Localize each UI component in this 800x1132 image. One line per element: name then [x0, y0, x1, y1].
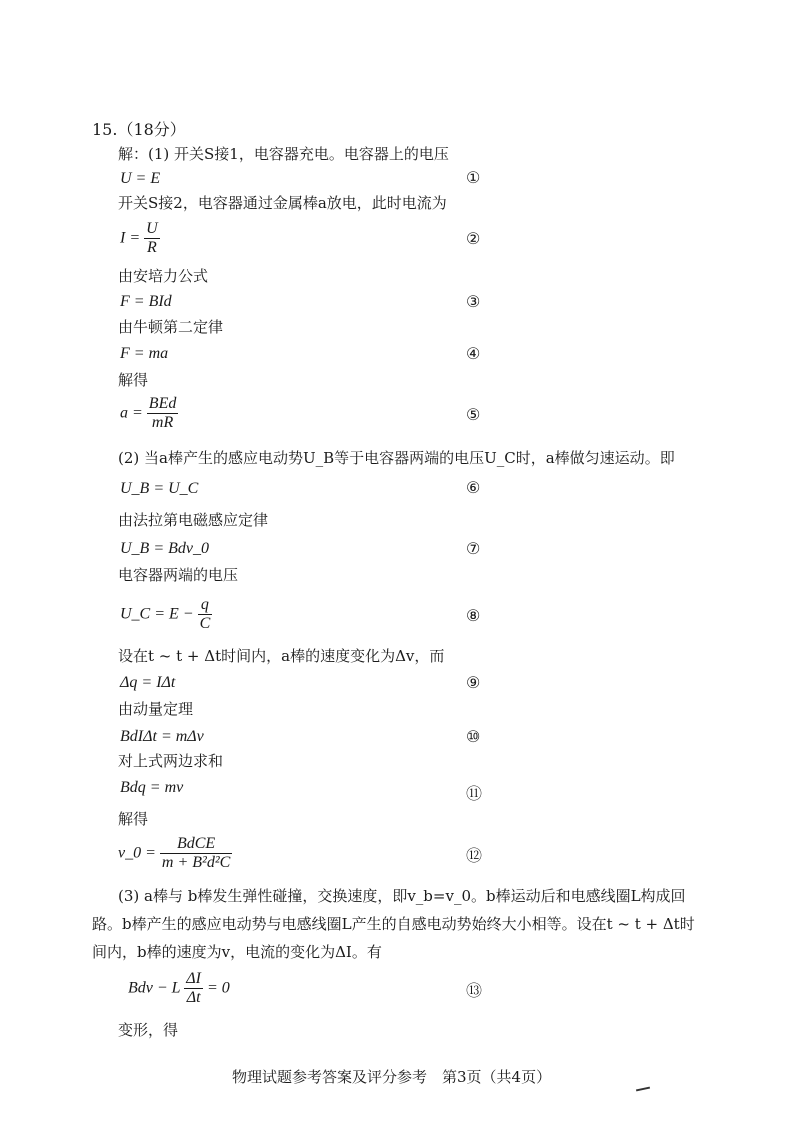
marker-2: ②: [466, 229, 481, 248]
marker-10: ⑩: [466, 727, 481, 746]
eq13-den: Δt: [186, 989, 201, 1007]
part1-step3: 由安培力公式: [118, 267, 209, 285]
eq2-den: R: [147, 239, 157, 257]
part2-intro: (2) 当a棒产生的感应电动势U_B等于电容器两端的电压U_C时，a棒做匀速运动。即: [118, 449, 675, 467]
equation-11: Bdq = mv: [120, 779, 184, 796]
page-footer: 物理试题参考答案及评分参考 第3页（共4页）: [232, 1068, 552, 1086]
marker-6: ⑥: [466, 478, 481, 497]
equation-3: F = BId: [120, 293, 172, 310]
eq8-lhs: U_C = E −: [120, 605, 194, 623]
eq5-lhs: a =: [120, 404, 143, 422]
eq5-fraction: [147, 395, 179, 433]
equation-2: [120, 220, 160, 258]
marker-11: ⑪: [466, 784, 483, 803]
part2-step9: 设在t ~ t + Δt时间内，a棒的速度变化为Δv，而: [118, 647, 445, 665]
marker-9: ⑨: [466, 673, 481, 692]
equation-7: U_B = Bdv_0: [120, 540, 209, 557]
eq2-lhs: I =: [120, 229, 141, 247]
eq5-num: BEd: [147, 395, 179, 414]
eq5-den: mR: [151, 414, 174, 432]
part3-line1: (3) a棒与 b棒发生弹性碰撞，交换速度，即v_b=v_0。b棒运动后和电感线圈L构成回: [118, 887, 686, 905]
eq13-num: ΔI: [184, 970, 203, 989]
marker-7: ⑦: [466, 539, 481, 558]
eq12-num: BdCE: [160, 835, 232, 854]
part2-step11: 对上式两边求和: [118, 752, 224, 770]
eq12-fraction: [160, 835, 232, 873]
equation-4: F = ma: [120, 345, 169, 362]
part2-step8: 电容器两端的电压: [118, 566, 239, 584]
part3-step14: 变形，得: [118, 1021, 179, 1039]
equation-9: Δq = IΔt: [120, 674, 176, 691]
part2-step7: 由法拉第电磁感应定律: [118, 511, 269, 529]
equation-13: [128, 970, 230, 1008]
eq12-den: m + B²d²C: [161, 854, 231, 872]
marker-4: ④: [466, 344, 481, 363]
eq13-fraction: [184, 970, 203, 1008]
eq13-lhs: Bdv − L: [128, 979, 181, 997]
marker-13: ⑬: [466, 981, 483, 1000]
equation-8: [120, 596, 212, 634]
equation-10: BdIΔt = mΔv: [120, 728, 204, 745]
question-heading: 15.（18分）: [92, 120, 186, 139]
marker-8: ⑧: [466, 606, 481, 625]
part2-step10: 由动量定理: [118, 700, 194, 718]
pen-mark: [636, 1087, 650, 1092]
part1-step4: 由牛顿第二定律: [118, 318, 224, 336]
part3-line2: 路。b棒产生的感应电动势与电感线圈L产生的自感电动势始终大小相等。设在t ~ t + Δt时: [92, 915, 695, 933]
equation-1: U = E: [120, 170, 161, 187]
eq2-num: U: [144, 220, 160, 239]
eq8-fraction: [198, 596, 213, 634]
part3-line3: 间内，b棒的速度为v，电流的变化为ΔI。有: [92, 943, 382, 961]
marker-1: ①: [466, 168, 481, 187]
eq8-den: C: [199, 615, 211, 633]
part1-step5: 解得: [118, 371, 149, 389]
marker-12: ⑫: [466, 846, 483, 865]
eq12-lhs: v_0 =: [118, 844, 156, 862]
eq2-fraction: [144, 220, 160, 258]
equation-5: [120, 395, 178, 433]
equation-12: [118, 835, 232, 873]
equation-6: U_B = U_C: [120, 480, 199, 497]
part1-intro: 解：(1) 开关S接1，电容器充电。电容器上的电压: [118, 145, 449, 163]
eq13-rhs: = 0: [207, 979, 230, 997]
marker-3: ③: [466, 292, 481, 311]
part2-step12: 解得: [118, 810, 149, 828]
marker-5: ⑤: [466, 405, 481, 424]
part1-step2: 开关S接2，电容器通过金属棒a放电，此时电流为: [118, 194, 447, 212]
eq8-num: q: [198, 596, 213, 615]
